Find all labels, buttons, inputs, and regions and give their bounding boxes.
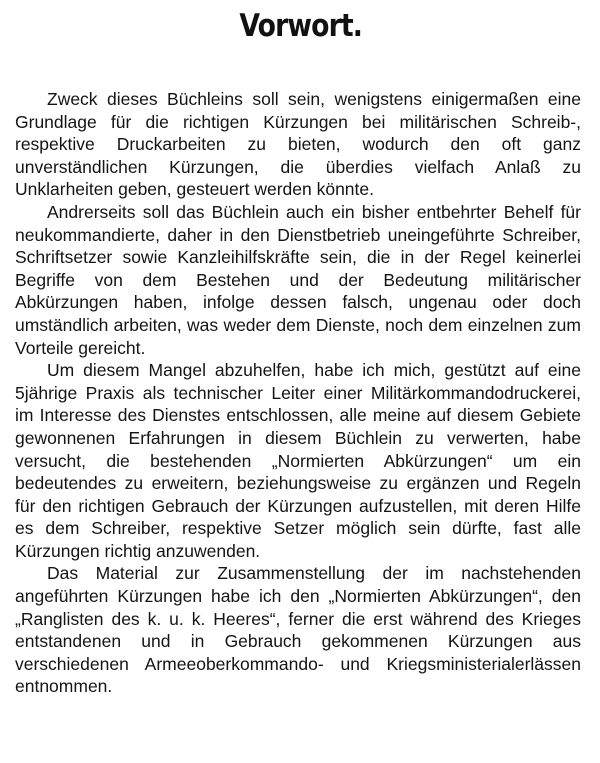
preface-body [15, 88, 581, 698]
page-title: Vorwort. [239, 8, 363, 44]
paragraph-purpose: Zweck dieses Büchleins soll sein, wenigstens einigermaßen eine Grundlage für die richtigen Kürzungen bei militärischen Schreib-, respektive Druckarbeiten zu bieten, wodurch den oft ganz unverständlichen Kürzungen, die überdies vielfach Anlaß zu Unklarheiten geben, gesteuert werden könnte. [15, 89, 581, 200]
paragraph-motivation: Um diesem Mangel abzuhelfen, habe ich mich, gestützt auf eine 5jährige Praxis als technischer Leiter einer Militärkommandodruckerei, im Interesse des Dienstes entschlossen, alle meine auf diesem Gebiete gewonnenen Erfahrungen in diesem Büchlein zu verwerten, habe versucht, die bestehenden „Normierten Abkürzungen“ um ein bedeutendes zu erweitern, beziehungsweise zu ergänzen und Regeln für den richtigen Gebrauch der Kürzungen aufzustellen, mit deren Hilfe es dem Schreiber, respektive Setzer möglich sein dürfte, fast alle Kürzungen richtig anzuwenden. [15, 360, 581, 561]
paragraph-sources: Das Material zur Zusammenstellung der im nachstehenden angeführten Kürzungen habe ich den „Normierten Abkürzungen“, den „Ranglisten des k. u. k. Heeres“, ferner die erst während des Krieges entstandenen und in Gebrauch gekommenen Kürzungen aus verschiedenen Armeeoberkommando- und Kriegsministerialerlässen entnommen. [15, 563, 581, 697]
paragraph-audience: Andrerseits soll das Büchlein auch ein bisher entbehrter Behelf für neukommandierte, daher in den Dienstbetrieb uneingeführte Schreiber, Schriftsetzer sowie Kanzleihilfskräfte sein, die in der Regel keinerlei Begriffe von dem Bestehen und der Bedeutung militärischer Abkürzungen haben, infolge dessen falsch, ungenau oder doch umständlich arbeiten, was weder dem Dienste, noch dem einzelnen zum Vorteile gereicht. [15, 201, 581, 358]
